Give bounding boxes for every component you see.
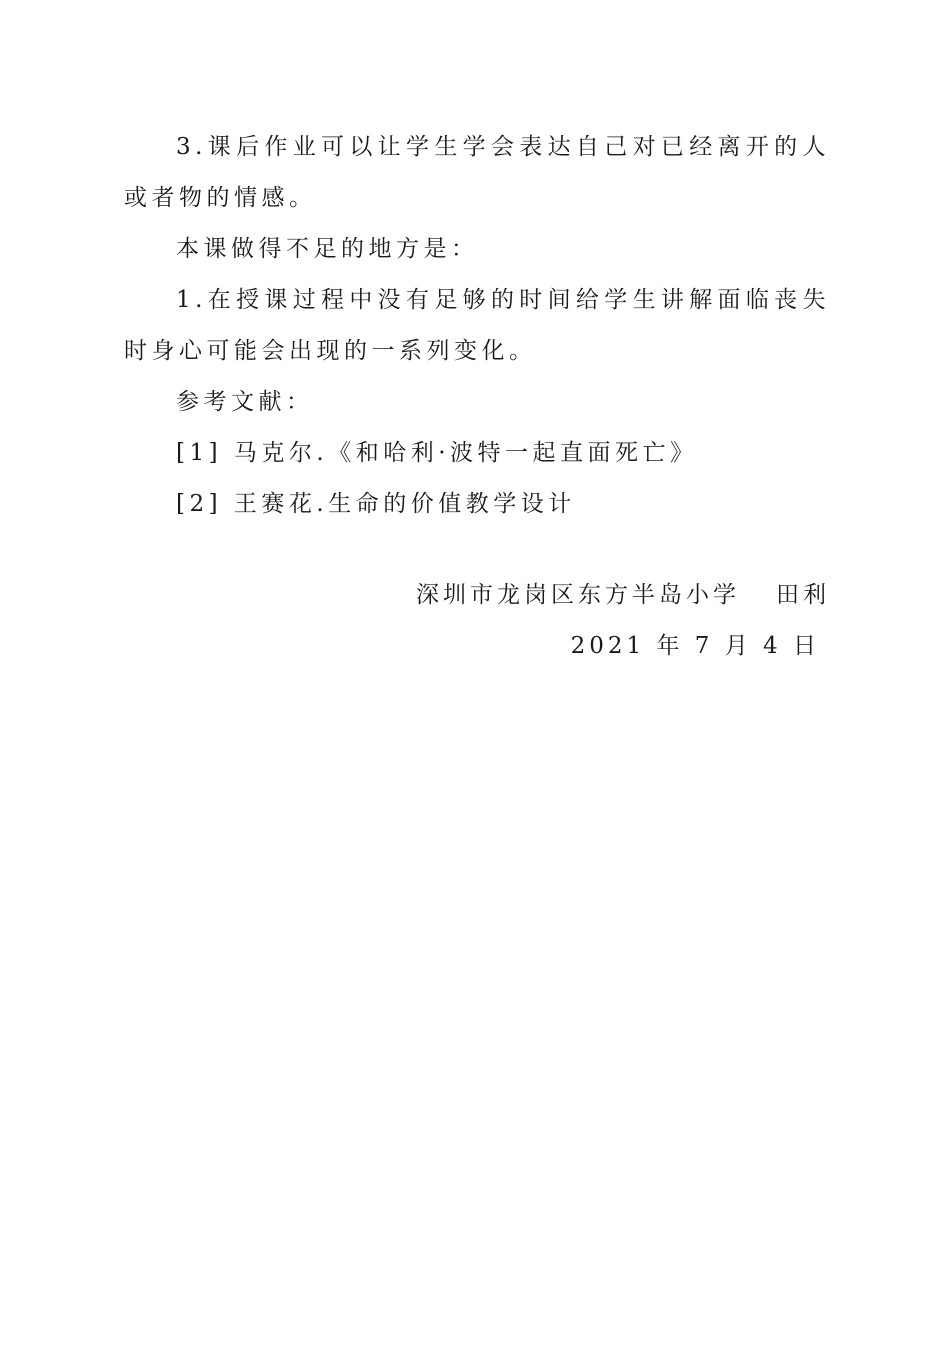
- reference-item-2: [2] 王赛花.生命的价值教学设计: [176, 491, 576, 517]
- paragraph-homework-benefit: 3.课后作业可以让学生学会表达自己对已经离开的人或者物的情感。: [124, 134, 830, 211]
- signature-line: [416, 570, 830, 621]
- reference-item-1: [1] 马克尔.《和哈利·波特一起直面死亡》: [176, 440, 698, 466]
- paragraph-shortcomings-heading: 本课做得不足的地方是：: [176, 236, 479, 262]
- signature-block: [416, 570, 830, 672]
- document-body: [124, 122, 830, 530]
- references-heading: 参考文献：: [176, 389, 314, 415]
- paragraph-shortcoming-1: 1.在授课过程中没有足够的时间给学生讲解面临丧失时身心可能会出现的一系列变化。: [124, 287, 830, 364]
- signature-school: 深圳市龙岗区东方半岛小学: [416, 582, 740, 608]
- signature-date: 2021 年 7 月 4 日: [570, 633, 820, 659]
- signature-author: 田利: [776, 582, 830, 608]
